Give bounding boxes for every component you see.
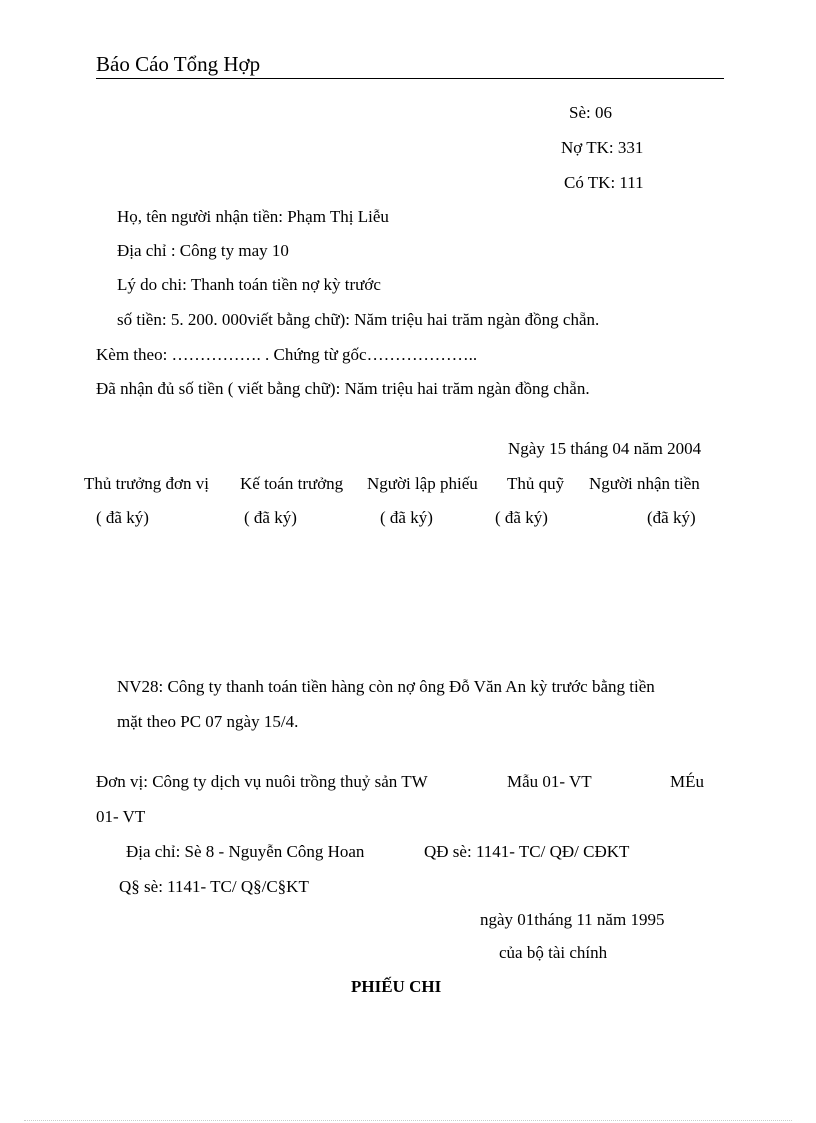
signature-role-cashier: Thủ quỹ [507, 474, 565, 493]
amount-line: số tiền: 5. 200. 000viết bằng chữ): Năm triệu hai trăm ngàn đồng chẵn. [117, 310, 600, 329]
decision-number-alt: Q§ sè: 1141- TC/ Q§/C§KT [119, 877, 309, 896]
reason-line: Lý do chi: Thanh toán tiền nợ kỳ trước [117, 275, 381, 294]
document-title: PHIẾU CHI [351, 977, 442, 996]
credit-account: Có TK: 111 [564, 173, 644, 192]
signature-status-chief-accountant: ( đã ký) [244, 508, 297, 527]
signature-status-cashier: ( đã ký) [495, 508, 548, 527]
page-bottom-border [24, 1120, 792, 1121]
received-line: Đã nhận đủ số tiền ( viết bằng chữ): Năm triệu hai trăm ngàn đồng chẵn. [96, 379, 590, 398]
bottom-address-line: Địa chỉ: Sè 8 - Nguyễn Công Hoan [126, 842, 365, 861]
signature-status-recipient: (đã ký) [647, 508, 696, 527]
form-code-alt-2: 01- VT [96, 807, 146, 826]
signature-role-recipient: Người nhận tiền [589, 474, 700, 493]
form-code-alt: MÉu [670, 772, 704, 791]
voucher-date: Ngày 15 tháng 04 năm 2004 [508, 439, 702, 458]
decision-number: QĐ sè: 1141- TC/ QĐ/ CĐKT [424, 842, 630, 861]
attached-line: Kèm theo: ……………. . Chứng từ gốc……………….. [96, 345, 478, 364]
signature-status-director: ( đã ký) [96, 508, 149, 527]
page-header-title: Báo Cáo Tổng Hợp [96, 52, 261, 76]
debit-account: Nợ TK: 331 [561, 138, 644, 157]
recipient-line: Họ, tên người nhận tiền: Phạm Thị Liễu [117, 207, 389, 226]
decision-date: ngày 01tháng 11 năm 1995 [480, 910, 665, 929]
unit-line: Đơn vị: Công ty dịch vụ nuôi trồng thuỷ sản TW [96, 772, 428, 791]
header-divider [96, 78, 724, 79]
signature-role-chief-accountant: Kế toán trưởng [240, 474, 344, 493]
decision-issuer: của bộ tài chính [499, 943, 608, 962]
voucher-number: Sè: 06 [569, 103, 612, 122]
transaction-line-2: mặt theo PC 07 ngày 15/4. [117, 712, 299, 731]
signature-role-director: Thủ trưởng đơn vị [84, 474, 209, 493]
form-code: Mẫu 01- VT [507, 772, 592, 791]
address-line: Địa chỉ : Công ty may 10 [117, 241, 289, 260]
signature-role-preparer: Người lập phiếu [367, 474, 478, 493]
signature-status-preparer: ( đã ký) [380, 508, 433, 527]
transaction-line-1: NV28: Công ty thanh toán tiền hàng còn nợ ông Đỗ Văn An kỳ trước bằng tiền [117, 677, 655, 696]
